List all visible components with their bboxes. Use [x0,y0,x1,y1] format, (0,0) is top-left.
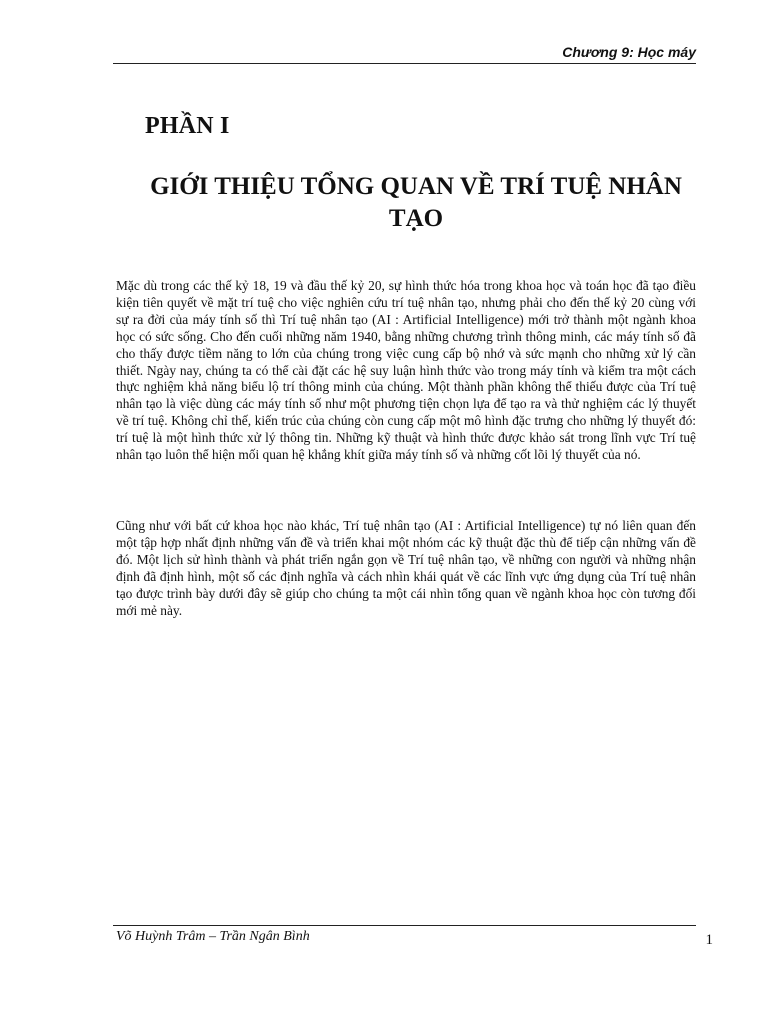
footer-divider [113,925,696,926]
page-number: 1 [705,932,713,948]
part-heading: PHẦN I [145,113,230,139]
header-divider [113,63,696,64]
running-header: Chương 9: Học máy [562,44,696,60]
footer-authors: Võ Huỳnh Trâm – Trần Ngân Bình [116,929,310,944]
section-title: GIỚI THIỆU TỔNG QUAN VỀ TRÍ TUỆ NHÂN TẠO [150,173,682,232]
body-paragraph-2: Cũng như với bất cứ khoa học nào khác, Trí tuệ nhân tạo (AI : Artificial Intelligence) tự nó liên quan đến một tập hợp nhất định những vấn đề và triển khai một nhóm các kỹ thuật đặc thù để tiếp cận những vấn đề đó. Một lịch sử hình thành và phát triển ngắn gọn về Trí tuệ nhân tạo, về những con người và những nhận định đã định hình, một số các định nghĩa và cách nhìn khái quát về các lĩnh vực ứng dụng của Trí tuệ nhân tạo được trình bày dưới đây sẽ giúp cho chúng ta một cái nhìn tổng quan về ngành khoa học còn tương đối mới mẻ này. [116,518,696,618]
body-paragraph-1: Mặc dù trong các thế kỷ 18, 19 và đầu thế kỷ 20, sự hình thức hóa trong khoa học và toán học đã tạo điều kiện tiên quyết về mặt trí tuệ cho việc nghiên cứu trí tuệ nhân tạo, nhưng phải cho đến thế kỷ 20 cùng với sự ra đời của máy tính số thì Trí tuệ nhân tạo (AI : Artificial Intelligence) mới trở thành một ngành khoa học có sức sống. Cho đến cuối những năm 1940, bằng những chương trình thông minh, các máy tính số đã cho thấy được tiềm năng to lớn của chúng trong việc cung cấp bộ nhớ và sức mạnh cho những xử lý cần thiết. Ngày nay, chúng ta có thể cài đặt các hệ suy luận hình thức vào trong máy tính và kiểm tra một cách thực nghiệm khả năng biểu lộ trí thông minh của chúng. Một thành phần không thể thiếu được của Trí tuệ nhân tạo là việc dùng các máy tính số như một phương tiện chọn lựa để tạo ra và thử nghiệm các lý thuyết về trí tuệ. Không chỉ thế, kiến trúc của chúng còn cung cấp một mô hình đặc trưng cho những lý thuyết đó: trí tuệ là một hình thức xử lý thông tin. Những kỹ thuật và hình thức được khảo sát trong lĩnh vực Trí tuệ nhân tạo luôn thể hiện mối quan hệ khắng khít giữa máy tính số và những cốt lõi lý thuyết của nó. [116,278,696,463]
